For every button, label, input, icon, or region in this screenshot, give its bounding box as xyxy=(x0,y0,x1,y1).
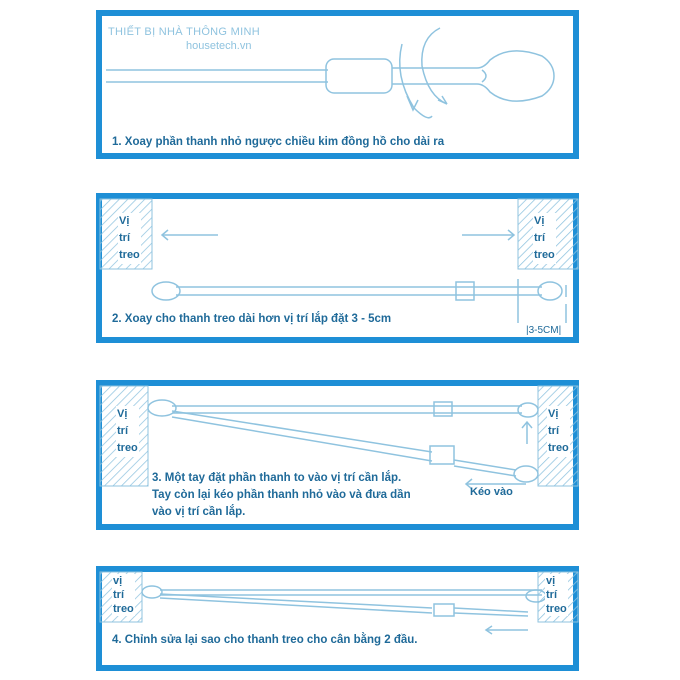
left-mount-label: vị trí treo xyxy=(113,575,134,615)
left-mount-label: Vị trí treo xyxy=(118,213,141,264)
step-4-panel xyxy=(96,566,579,671)
rotation-arrow xyxy=(422,28,447,104)
measure-label: |3-5CM| xyxy=(526,325,562,336)
right-mount-label: Vị trí treo xyxy=(533,213,556,264)
step-1-panel xyxy=(96,10,579,159)
step-4-caption: 4. Chỉnh sửa lại sao cho thanh treo cho cân bằng 2 đầu. xyxy=(112,634,418,646)
step-3-caption: 3. Một tay đặt phần thanh to vào vị trí cần lắp. Tay còn lại kéo phần thanh nhỏ vào và đưa dần vào vị trí cần lắp. xyxy=(152,472,411,518)
brand-url: housetech.vn xyxy=(186,40,252,52)
step-2-caption: 2. Xoay cho thanh treo dài hơn vị trí lắp đặt 3 - 5cm xyxy=(112,313,392,325)
step-3-panel xyxy=(96,380,579,530)
rod-joint xyxy=(326,59,392,93)
rod-end-cap xyxy=(477,51,554,101)
rod-rotation-illustration xyxy=(102,16,573,153)
left-mount-label: Vị trí treo xyxy=(116,406,139,457)
brand-title: THIẾT BỊ NHÀ THÔNG MINH xyxy=(108,26,260,38)
rod-balance-illustration xyxy=(102,572,573,665)
step-2-panel xyxy=(96,193,579,343)
pull-label: Kéo vào xyxy=(470,486,513,498)
right-mount-label: Vị trí treo xyxy=(547,406,570,457)
step-1-caption: 1. Xoay phần thanh nhỏ ngược chiều kim đồng hồ cho dài ra xyxy=(112,136,445,148)
right-mount-label: vị trí treo xyxy=(546,575,567,615)
